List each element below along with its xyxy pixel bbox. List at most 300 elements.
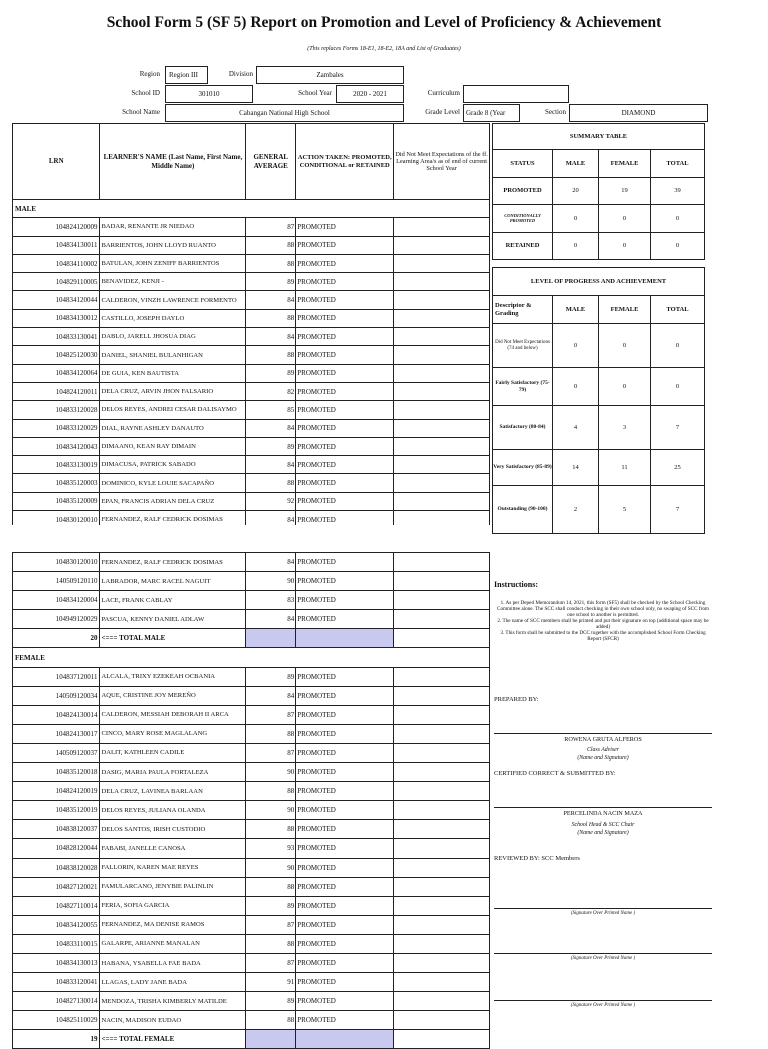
male-learner-avg: 84	[246, 419, 296, 437]
male-learner-not-met	[394, 218, 490, 236]
col-header-name: LEARNER'S NAME (Last Name, First Name, Middle Name)	[100, 124, 246, 200]
female-learner-avg: 88	[246, 724, 296, 743]
male-learner-row	[13, 254, 490, 272]
male-learner-avg: 88	[246, 254, 296, 272]
level-very-satisfactory-male: 14	[553, 450, 599, 486]
summary-retained-total: 0	[651, 233, 705, 260]
male-learner-not-met	[394, 474, 490, 492]
male-learner-action: PROMOTED	[296, 291, 394, 309]
division-field[interactable]: Zambales	[256, 66, 404, 84]
male-learner-action: PROMOTED	[296, 401, 394, 419]
summary-table	[492, 123, 705, 534]
male-learner-row	[13, 572, 490, 591]
school-year-field[interactable]: 2020 - 2021	[336, 85, 404, 103]
male-learner-avg: 89	[246, 273, 296, 291]
level-outstanding-total: 7	[651, 486, 705, 534]
female-learner-action: PROMOTED	[296, 763, 394, 782]
female-learner-not-met	[394, 820, 490, 839]
male-learner-not-met	[394, 437, 490, 455]
female-learner-name: FERIA, SOFIA GARCIA	[100, 896, 246, 915]
male-learner-lrn: 104834130012	[13, 309, 100, 327]
level-desc-satisfactory: Satisfactory (80-84)	[493, 406, 553, 450]
male-learner-row	[13, 236, 490, 254]
female-learner-avg: 88	[246, 934, 296, 953]
male-learner-name: BATULAN, JOHN ZENIFF BARRIENTOS	[100, 254, 246, 272]
instructions-title: Instructions:	[494, 580, 539, 589]
female-learner-not-met	[394, 915, 490, 934]
female-learner-action: PROMOTED	[296, 858, 394, 877]
male-learner-lrn: 104829110005	[13, 273, 100, 291]
female-learner-avg: 89	[246, 667, 296, 686]
female-learner-action: PROMOTED	[296, 801, 394, 820]
female-learner-lrn: 104835120018	[13, 763, 100, 782]
level-desc-fairly: Fairly Satisfactory (75-79)	[493, 368, 553, 406]
male-learner-name: DIAL, RAYNE ASHLEY DANAUTO	[100, 419, 246, 437]
male-learner-not-met	[394, 309, 490, 327]
instructions-p2: 2. The name of SCC members shall be printed and put their signature on top (additional space may be added)	[497, 617, 709, 630]
female-learner-action: PROMOTED	[296, 820, 394, 839]
summary-header-male: MALE	[553, 150, 599, 178]
summary-header-female: FEMALE	[599, 150, 651, 178]
level-did-not-meet-total: 0	[651, 324, 705, 368]
summary-conditional-total: 0	[651, 205, 705, 233]
scc-member-caption-1: (Signature Over Printed Name )	[570, 911, 636, 916]
summary-status-conditional: CONDITIONALLY PROMOTED	[493, 205, 553, 233]
level-did-not-meet-female: 0	[599, 324, 651, 368]
male-row-partial-name: FERNANDEZ, RALF CEDRICK DOSIMAS	[100, 553, 246, 572]
female-learner-avg: 88	[246, 820, 296, 839]
prepared-by-label: PREPARED BY:	[494, 696, 539, 703]
male-learner-name: DIMAANO, KEAN RAY DIMAIN	[100, 437, 246, 455]
male-learner-lrn: 104833130041	[13, 328, 100, 346]
female-total-avg-cell	[246, 1030, 296, 1049]
female-learner-avg: 90	[246, 858, 296, 877]
male-learner-action: PROMOTED	[296, 474, 394, 492]
female-learner-action: PROMOTED	[296, 877, 394, 896]
level-fairly-total: 0	[651, 368, 705, 406]
female-learner-not-met	[394, 877, 490, 896]
female-learner-action: PROMOTED	[296, 953, 394, 972]
scc-member-line-1	[494, 908, 712, 909]
form-subtitle: (This replaces Forms 18-E1, 18-E2, 18A and List of Graduates)	[307, 46, 461, 52]
female-learner-avg: 90	[246, 763, 296, 782]
female-learner-lrn: 104834130013	[13, 953, 100, 972]
male-learner-action: PROMOTED	[296, 328, 394, 346]
female-learner-not-met	[394, 973, 490, 992]
female-learner-lrn: 104824120019	[13, 782, 100, 801]
male-learner-action: PROMOTED	[296, 346, 394, 364]
female-learner-avg: 88	[246, 782, 296, 801]
summary-retained-female: 0	[599, 233, 651, 260]
summary-conditional-male: 0	[553, 205, 599, 233]
male-learner-lrn: 104833120028	[13, 401, 100, 419]
summary-header-total: TOTAL	[651, 150, 705, 178]
male-learner-action: PROMOTED	[296, 492, 394, 510]
male-learner-name: PASCUA, KENNY DANIEL ADLAW	[100, 610, 246, 629]
female-learner-row	[13, 896, 490, 915]
level-header-desc: Descriptor & Grading	[493, 296, 553, 324]
female-learner-not-met	[394, 667, 490, 686]
col-header-average: GENERAL AVERAGE	[246, 124, 296, 200]
female-learner-avg: 87	[246, 705, 296, 724]
female-learner-lrn: 104827130014	[13, 992, 100, 1011]
male-learner-not-met	[394, 328, 490, 346]
summary-spacer	[493, 260, 705, 268]
col-header-lrn: LRN	[13, 124, 100, 200]
form-header	[0, 64, 768, 124]
level-fairly-male: 0	[553, 368, 599, 406]
male-learner-lrn: 104834120064	[13, 364, 100, 382]
male-row-partial-avg: 84	[246, 553, 296, 572]
female-learner-not-met	[394, 858, 490, 877]
male-learner-action: PROMOTED	[296, 273, 394, 291]
summary-promoted-male: 20	[553, 178, 599, 205]
female-learner-row	[13, 992, 490, 1011]
male-learner-avg: 84	[246, 456, 296, 474]
female-learner-not-met	[394, 743, 490, 762]
male-learner-row	[13, 218, 490, 236]
male-learner-lrn: 140509120110	[13, 572, 100, 591]
male-learner-row	[13, 591, 490, 610]
male-learner-not-met	[394, 572, 490, 591]
male-learner-action: PROMOTED	[296, 382, 394, 400]
region-label: Region	[139, 70, 160, 78]
female-learner-avg: 87	[246, 953, 296, 972]
female-learner-row	[13, 763, 490, 782]
male-learner-avg: 92	[246, 492, 296, 510]
male-learner-not-met	[394, 382, 490, 400]
female-learner-lrn: 104825110029	[13, 1011, 100, 1030]
male-learner-name: BENAVIDEZ, KENJI -	[100, 273, 246, 291]
level-desc-very-satisfactory: Very Satisfactory (85-89)	[493, 450, 553, 486]
male-learner-not-met	[394, 273, 490, 291]
female-learner-name: DELA CRUZ, LAVINEA BARLAAN	[100, 782, 246, 801]
female-learner-not-met	[394, 896, 490, 915]
female-learner-name: FALLORIN, KAREN MAE REYES	[100, 858, 246, 877]
female-learner-avg: 89	[246, 992, 296, 1011]
male-learner-action: PROMOTED	[296, 437, 394, 455]
female-learner-lrn: 140509120037	[13, 743, 100, 762]
male-learner-name: DELOS REYES, ANDREI CESAR DALISAYMO	[100, 401, 246, 419]
summary-title: SUMMARY TABLE	[493, 124, 705, 150]
summary-conditional-female: 0	[599, 205, 651, 233]
male-learner-row	[13, 492, 490, 510]
division-label: Division	[228, 70, 253, 78]
instructions-panel	[494, 580, 712, 643]
male-learner-lrn: 104835120003	[13, 474, 100, 492]
female-learner-avg: 88	[246, 1011, 296, 1030]
male-learner-not-met	[394, 254, 490, 272]
male-learner-row	[13, 610, 490, 629]
male-learner-row	[13, 401, 490, 419]
female-learner-row	[13, 934, 490, 953]
male-learner-name: CALDERON, VINZH LAWRENCE FORMENTO	[100, 291, 246, 309]
female-learner-action: PROMOTED	[296, 743, 394, 762]
female-learner-row	[13, 915, 490, 934]
male-learner-lrn: 104949120029	[13, 610, 100, 629]
female-learner-avg: 91	[246, 973, 296, 992]
adviser-role-sub: (Name and Signature)	[577, 755, 629, 761]
summary-header-status: STATUS	[493, 150, 553, 178]
level-satisfactory-male: 4	[553, 406, 599, 450]
level-desc-did-not-meet: Did Not Meet Expectations (74 and below)	[493, 324, 553, 368]
female-learner-action: PROMOTED	[296, 934, 394, 953]
male-total-blank-cell	[394, 629, 490, 648]
female-learner-lrn: 104828120044	[13, 839, 100, 858]
male-total-action-cell	[296, 629, 394, 648]
male-learner-not-met	[394, 291, 490, 309]
adviser-name: ROWENA GRUTA ALFEROS	[564, 736, 642, 743]
female-learner-name: DASIG, MARIA PAULA FORTALEZA	[100, 763, 246, 782]
female-learner-not-met	[394, 839, 490, 858]
level-did-not-meet-male: 0	[553, 324, 599, 368]
male-learner-avg: 89	[246, 437, 296, 455]
male-learner-name: CASTILLO, JOSEPH DAYLO	[100, 309, 246, 327]
female-learner-name: DELOS REYES, JULIANA OLANDA	[100, 801, 246, 820]
summary-promoted-female: 19	[599, 178, 651, 205]
male-learner-name: FERNANDEZ, RALF CEDRICK DOSIMAS	[100, 511, 246, 529]
female-learner-name: NACIN, MADISON EUDAO	[100, 1011, 246, 1030]
male-row-partial-notmet	[394, 553, 490, 572]
school-year-label: School Year	[298, 89, 332, 97]
male-learner-name: EPAN, FRANCIS ADRIAN DELA CRUZ	[100, 492, 246, 510]
male-learner-avg: 83	[246, 591, 296, 610]
summary-retained-male: 0	[553, 233, 599, 260]
female-learner-lrn: 104833120041	[13, 973, 100, 992]
male-learner-action: PROMOTED	[296, 236, 394, 254]
male-learner-not-met	[394, 591, 490, 610]
female-learner-action: PROMOTED	[296, 896, 394, 915]
curriculum-field[interactable]	[463, 85, 569, 103]
male-learner-name: DOMINICO, KYLE LOUIE SACAPAÑO	[100, 474, 246, 492]
male-learner-avg: 84	[246, 511, 296, 529]
school-name-label: School Name	[122, 108, 160, 116]
female-total-label: <=== TOTAL FEMALE	[100, 1030, 246, 1049]
female-learner-name: MENDOZA, TRISHA KIMBERLY MATILDE	[100, 992, 246, 1011]
male-section-label: MALE	[13, 200, 490, 218]
male-total-label: <=== TOTAL MALE	[100, 629, 246, 648]
male-total-row	[13, 629, 490, 648]
female-learner-lrn: 104827120021	[13, 877, 100, 896]
female-learner-not-met	[394, 705, 490, 724]
scc-member-caption-3: (Signature Over Printed Name )	[570, 1003, 636, 1008]
male-learner-lrn: 104834120044	[13, 291, 100, 309]
male-learner-not-met	[394, 610, 490, 629]
female-learner-row	[13, 877, 490, 896]
female-learner-lrn: 104837120011	[13, 667, 100, 686]
col-header-action: ACTION TAKEN: PROMOTED, CONDITIONAL or RETAINED	[296, 124, 394, 200]
male-learner-name: DELA CRUZ, ARVIN JHON FALSARIO	[100, 382, 246, 400]
section-label: Section	[545, 108, 566, 116]
male-total-count: 20	[13, 629, 100, 648]
female-learner-not-met	[394, 724, 490, 743]
female-learner-row	[13, 743, 490, 762]
male-learner-row	[13, 364, 490, 382]
female-learner-lrn: 104834120055	[13, 915, 100, 934]
male-learner-avg: 84	[246, 328, 296, 346]
school-id-label: School ID	[131, 89, 160, 97]
level-satisfactory-total: 7	[651, 406, 705, 450]
level-satisfactory-female: 3	[599, 406, 651, 450]
female-learner-name: FABABI, JANELLE CANOSA	[100, 839, 246, 858]
male-learner-action: PROMOTED	[296, 610, 394, 629]
female-learner-action: PROMOTED	[296, 724, 394, 743]
male-learner-not-met	[394, 346, 490, 364]
male-learner-action: PROMOTED	[296, 254, 394, 272]
female-learner-name: GALARPE, ARIANNE MANALAN	[100, 934, 246, 953]
female-learner-row	[13, 801, 490, 820]
male-learner-not-met	[394, 419, 490, 437]
male-learner-name: BADAR, RENANTE JR NIEDAO	[100, 218, 246, 236]
male-learner-avg: 85	[246, 401, 296, 419]
male-learner-row	[13, 291, 490, 309]
summary-promoted-total: 39	[651, 178, 705, 205]
male-learner-avg: 87	[246, 218, 296, 236]
female-learner-row	[13, 724, 490, 743]
level-title: LEVEL OF PROGRESS AND ACHIEVEMENT	[493, 268, 705, 296]
scc-member-line-2	[494, 953, 712, 954]
male-learner-action: PROMOTED	[296, 309, 394, 327]
male-learner-avg: 88	[246, 309, 296, 327]
level-fairly-female: 0	[599, 368, 651, 406]
curriculum-label: Curriculum	[427, 89, 460, 97]
male-row-partial-lrn: 104830120010	[13, 553, 100, 572]
female-learner-avg: 89	[246, 896, 296, 915]
female-learner-lrn: 104824130017	[13, 724, 100, 743]
male-learner-action: PROMOTED	[296, 572, 394, 591]
male-learner-row	[13, 273, 490, 291]
female-learner-name: CALDERON, MESSIAH DEBORAH II ARCA	[100, 705, 246, 724]
male-learner-row	[13, 474, 490, 492]
male-learner-name: DABLO, JARELL JHOSUA DIAG	[100, 328, 246, 346]
head-signature-line	[494, 807, 712, 808]
male-learner-name: DIMACUSA, PATRICK SABADO	[100, 456, 246, 474]
male-learner-row	[13, 328, 490, 346]
female-learner-avg: 93	[246, 839, 296, 858]
male-learner-name: BARRIENTOS, JOHN LLOYD RUANTO	[100, 236, 246, 254]
school-id-field[interactable]: 301010	[165, 85, 253, 103]
grade-level-field[interactable]: Grade 8 (Year	[463, 104, 520, 122]
female-learner-name: DALIT, KATHLEEN CADILE	[100, 743, 246, 762]
male-learner-avg: 84	[246, 291, 296, 309]
form-title: School Form 5 (SF 5) Report on Promotion and Level of Proficiency & Achievement	[106, 14, 662, 31]
male-learner-avg: 82	[246, 382, 296, 400]
female-learner-action: PROMOTED	[296, 705, 394, 724]
level-very-satisfactory-female: 11	[599, 450, 651, 486]
female-learner-row	[13, 782, 490, 801]
male-learner-avg: 88	[246, 346, 296, 364]
female-learner-lrn: 104833110015	[13, 934, 100, 953]
female-learner-action: PROMOTED	[296, 973, 394, 992]
male-learner-not-met	[394, 456, 490, 474]
region-field[interactable]: Region III	[165, 66, 208, 84]
male-learner-row	[13, 419, 490, 437]
level-header-total: TOTAL	[651, 296, 705, 324]
summary-status-promoted: PROMOTED	[493, 178, 553, 205]
female-learner-lrn: 104827110014	[13, 896, 100, 915]
male-learner-row	[13, 437, 490, 455]
col-header-not-met: Did Not Meet Expectations of the ff. Learning Area/s as of end of current School Year	[394, 124, 490, 200]
female-learner-not-met	[394, 992, 490, 1011]
male-learner-row	[13, 309, 490, 327]
female-learner-name: HABANA, YSABELLA FAE BADA	[100, 953, 246, 972]
female-learner-action: PROMOTED	[296, 1011, 394, 1030]
female-learner-row	[13, 1011, 490, 1030]
school-head-role-sub: (Name and Signature)	[577, 830, 629, 836]
male-total-avg-cell	[246, 629, 296, 648]
male-learner-action: PROMOTED	[296, 218, 394, 236]
male-learner-lrn: 104824120011	[13, 382, 100, 400]
female-learner-avg: 88	[246, 877, 296, 896]
adviser-role: Class Adviser	[587, 747, 619, 753]
school-name-field[interactable]: Cabangan National High School	[165, 104, 404, 122]
male-learner-avg: 90	[246, 572, 296, 591]
male-learner-not-met	[394, 236, 490, 254]
female-learner-name: DELOS SANTOS, IRISH CUSTODIO	[100, 820, 246, 839]
level-header-female: FEMALE	[599, 296, 651, 324]
female-learner-row	[13, 705, 490, 724]
scc-member-caption-2: (Signature Over Printed Name )	[570, 956, 636, 961]
female-learner-avg: 90	[246, 801, 296, 820]
male-learner-lrn: 104824120009	[13, 218, 100, 236]
female-learner-name: FERNANDEZ, MA DENISE RAMOS	[100, 915, 246, 934]
female-learner-row	[13, 686, 490, 705]
male-learner-not-met	[394, 364, 490, 382]
female-learner-row	[13, 667, 490, 686]
female-learner-name: ALCALA, TRIXY EZEKEAH OCBANIA	[100, 667, 246, 686]
male-row-partial-action: PROMOTED	[296, 553, 394, 572]
summary-status-retained: RETAINED	[493, 233, 553, 260]
female-learner-avg: 87	[246, 743, 296, 762]
male-learner-lrn: 104835120009	[13, 492, 100, 510]
female-learner-not-met	[394, 934, 490, 953]
male-learner-not-met	[394, 401, 490, 419]
male-learner-avg: 88	[246, 236, 296, 254]
female-learner-lrn: 104835120019	[13, 801, 100, 820]
male-learner-action: PROMOTED	[296, 364, 394, 382]
female-learner-not-met	[394, 801, 490, 820]
female-learner-name: FAMULARCANO, JENYBIE PALINLIN	[100, 877, 246, 896]
female-learner-name: AQUE, CRISTINE JOY MEREÑO	[100, 686, 246, 705]
section-field[interactable]: DIAMOND	[569, 104, 708, 122]
grade-level-label: Grade Level	[425, 108, 460, 116]
male-learner-avg: 89	[246, 364, 296, 382]
male-learner-lrn: 104834110002	[13, 254, 100, 272]
female-learner-lrn: 140509120034	[13, 686, 100, 705]
reviewed-by-label: REVIEWED BY: SCC Members	[494, 855, 580, 862]
male-learner-row	[13, 456, 490, 474]
female-learner-avg: 87	[246, 915, 296, 934]
school-head-name: PERCELINDA NACIN MAZA	[563, 810, 643, 817]
male-learner-action: PROMOTED	[296, 419, 394, 437]
male-learner-name: DANIEL, SHANIEL BULANHIGAN	[100, 346, 246, 364]
male-learner-name: LABRADOR, MARC RACEL NAGUIT	[100, 572, 246, 591]
female-learner-not-met	[394, 763, 490, 782]
male-learner-row	[13, 382, 490, 400]
male-learner-lrn: 104825120030	[13, 346, 100, 364]
male-learner-not-met	[394, 492, 490, 510]
female-learner-row	[13, 820, 490, 839]
female-learner-action: PROMOTED	[296, 839, 394, 858]
learner-table-continued	[12, 552, 490, 1049]
female-total-count: 19	[13, 1030, 100, 1049]
female-learner-row	[13, 953, 490, 972]
male-learner-lrn: 104834120004	[13, 591, 100, 610]
scc-member-line-3	[494, 1000, 712, 1001]
female-learner-name: CINCO, MARY ROSE MAGLALANG	[100, 724, 246, 743]
female-learner-row	[13, 973, 490, 992]
female-learner-action: PROMOTED	[296, 915, 394, 934]
